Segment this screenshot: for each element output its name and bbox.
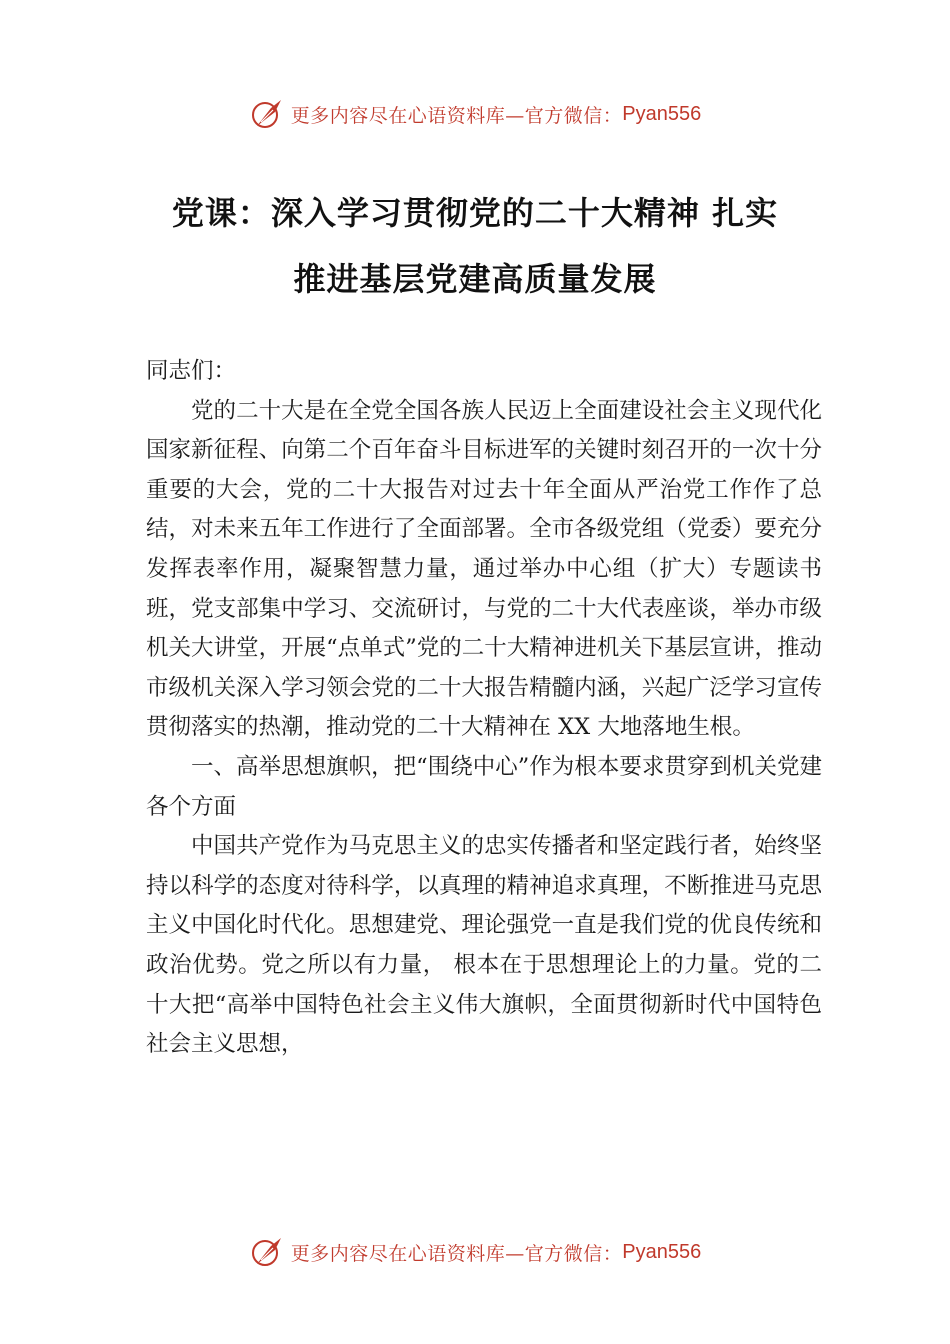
document-body (146, 352, 822, 1065)
title-line-1: 党课：深入学习贯彻党的二十大精神 扎实 (171, 194, 779, 232)
document-title (100, 180, 850, 312)
paragraph-intro: 党的二十大是在全党全国各族人民迈上全面建设社会主义现代化国家新征程、向第二个百年奋斗目标进军的关键时刻召开的一次十分重要的大会，党的二十大报告对过去十年全面从严治党工作作了总结，对未来五年工作进行了全面部署。全市各级党组（党委）要充分发挥表率作用，凝聚智慧力量，通过举办中心组（扩大）专题读书班，党支部集中学习、交流研讨，与党的二十大代表座谈，举办市级机关大讲堂，开展“点单式”党的二十大精神进机关下基层宣讲，推动市级机关深入学习领会党的二十大报告精髓内涵，兴起广泛学习宣传贯彻落实的热潮，推动党的二十大精神在 XX 大地落地生根。 (146, 397, 822, 741)
header-watermark-banner (0, 94, 950, 134)
footer-watermark-banner (0, 1232, 950, 1272)
quill-pen-logo-icon (249, 96, 285, 132)
quill-pen-logo-icon (249, 1234, 285, 1270)
salutation: 同志们： (146, 358, 237, 384)
banner-text: 更多内容尽在心语资料库—官方微信： (290, 1242, 623, 1265)
section-heading-1: 一、高举思想旗帜，把“围绕中心”作为根本要求贯穿到机关党建各个方面 (146, 753, 822, 820)
banner-wechat-id: Pyan556 (622, 1240, 702, 1263)
banner-text: 更多内容尽在心语资料库—官方微信： (290, 104, 623, 127)
paragraph-section-1: 中国共产党作为马克思主义的忠实传播者和坚定践行者，始终坚持以科学的态度对待科学，以真理的精神追求真理，不断推进马克思主义中国化时代化。思想建党、理论强党一直是我们党的优良传统和政治优势。党之所以有力量， 根本在于思想理论上的力量。党的二十大把“高举中国特色社会主义伟大旗帜，全面贯彻新时代中国特色社会主义思想， (146, 833, 822, 1058)
banner-wechat-id: Pyan556 (622, 102, 702, 125)
title-line-2: 推进基层党建高质量发展 (293, 260, 657, 298)
